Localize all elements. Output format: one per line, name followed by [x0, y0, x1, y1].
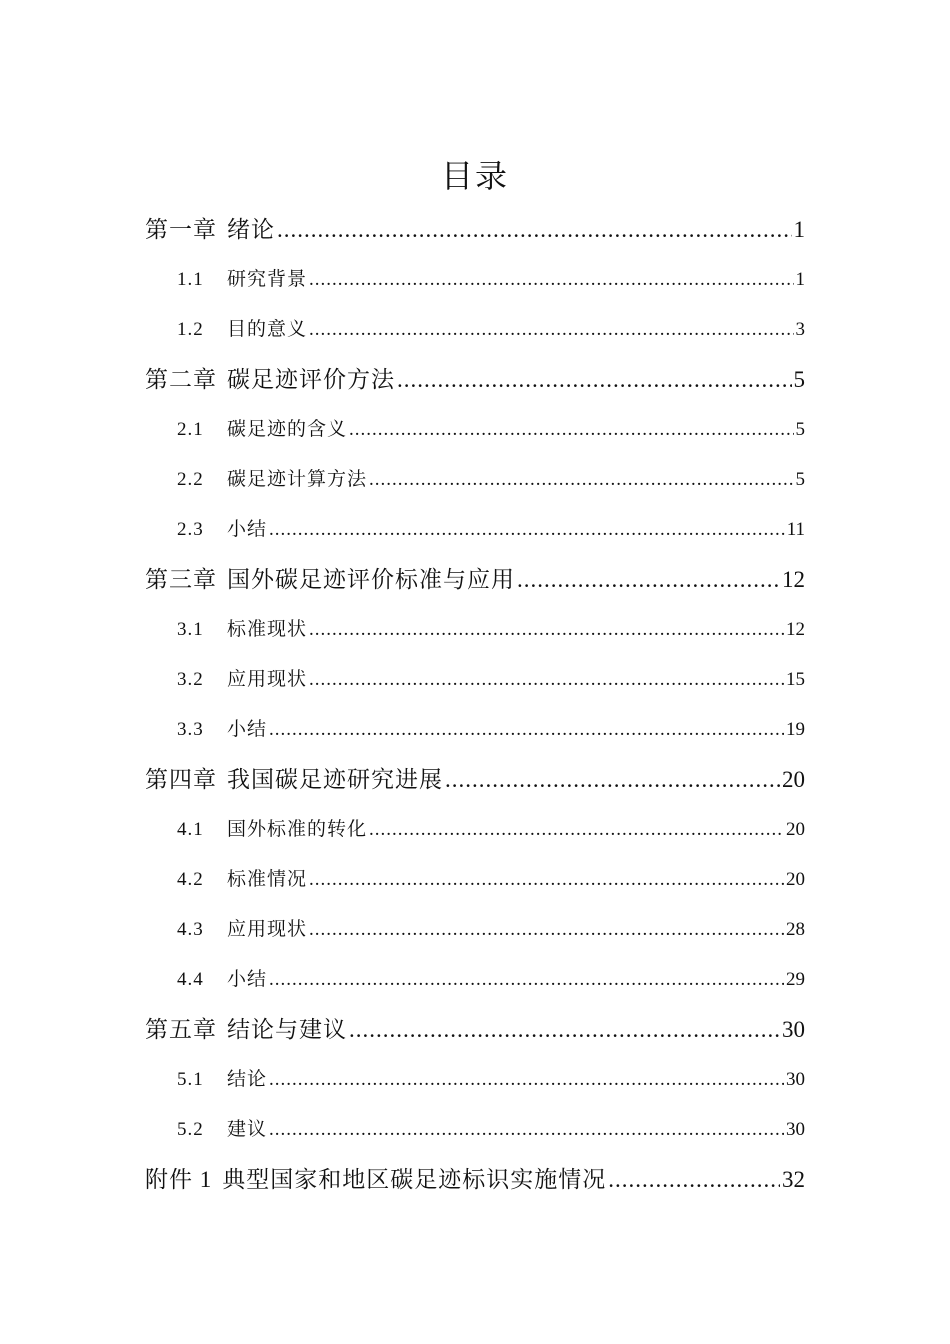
toc-entry-number: 第三章	[145, 567, 217, 592]
toc-entry-number: 4.2	[177, 869, 204, 890]
toc-section-entry[interactable]	[177, 655, 805, 705]
toc-section-entry[interactable]	[177, 805, 805, 855]
toc-dot-leader	[608, 1155, 780, 1205]
toc-entry-label: 应用现状	[227, 919, 308, 940]
toc-entry-page-number: 1	[793, 217, 805, 242]
toc-entry-number: 5.2	[177, 1119, 204, 1140]
toc-entry-label: 小结	[227, 519, 268, 540]
toc-entry-label: 绪论	[227, 217, 275, 242]
toc-entry-number: 第五章	[145, 1017, 217, 1042]
toc-section-entry[interactable]	[177, 905, 805, 955]
toc-entry-label: 国外标准的转化	[227, 819, 368, 840]
toc-entry-number: 1.1	[177, 269, 204, 290]
toc-dot-leader	[309, 305, 793, 355]
toc-entry-number: 2.2	[177, 469, 204, 490]
toc-chapter-entry[interactable]	[145, 355, 805, 405]
toc-section-entry[interactable]	[177, 455, 805, 505]
toc-dot-leader	[277, 205, 792, 255]
toc-entry-label: 目的意义	[227, 319, 308, 340]
toc-entry-number: 2.1	[177, 419, 204, 440]
toc-dot-leader	[309, 905, 784, 955]
toc-chapter-entry[interactable]	[145, 755, 805, 805]
toc-section-entry[interactable]	[177, 955, 805, 1005]
toc-entry-page-number: 3	[795, 319, 805, 340]
toc-entry-number: 第一章	[145, 217, 217, 242]
toc-dot-leader	[269, 1105, 784, 1155]
toc-entry-label: 我国碳足迹研究进展	[227, 767, 443, 792]
toc-entry-page-number: 5	[793, 367, 805, 392]
toc-chapter-entry[interactable]	[145, 1005, 805, 1055]
toc-entry-label: 建议	[227, 1119, 268, 1140]
toc-entry-label: 碳足迹评价方法	[227, 367, 395, 392]
toc-entry-label: 碳足迹的含义	[227, 419, 348, 440]
toc-entry-page-number: 5	[795, 419, 805, 440]
toc-dot-leader	[517, 555, 780, 605]
toc-entry-number: 3.2	[177, 669, 204, 690]
toc-entry-label: 研究背景	[227, 269, 308, 290]
toc-entry-page-number: 30	[782, 1017, 805, 1042]
toc-dot-leader	[349, 405, 793, 455]
toc-entry-number: 4.4	[177, 969, 204, 990]
toc-entry-label: 标准情况	[227, 869, 308, 890]
toc-entry-page-number: 29	[786, 969, 805, 990]
toc-dot-leader	[269, 1055, 784, 1105]
toc-entry-label: 结论	[227, 1069, 268, 1090]
toc-entry-label: 国外碳足迹评价标准与应用	[227, 567, 515, 592]
toc-entry-page-number: 20	[782, 767, 805, 792]
toc-chapter-entry[interactable]	[145, 1155, 805, 1205]
toc-entry-number: 5.1	[177, 1069, 204, 1090]
toc-dot-leader	[269, 505, 785, 555]
toc-dot-leader	[309, 255, 793, 305]
toc-entry-page-number: 28	[786, 919, 805, 940]
toc-section-entry[interactable]	[177, 855, 805, 905]
toc-entry-number: 4.3	[177, 919, 204, 940]
toc-chapter-entry[interactable]	[145, 205, 805, 255]
toc-entry-page-number: 19	[786, 719, 805, 740]
toc-section-entry[interactable]	[177, 605, 805, 655]
toc-entry-label: 标准现状	[227, 619, 308, 640]
toc-dot-leader	[445, 755, 780, 805]
toc-entry-number: 2.3	[177, 519, 204, 540]
toc-chapter-entry[interactable]	[145, 555, 805, 605]
toc-entry-label: 碳足迹计算方法	[227, 469, 368, 490]
toc-dot-leader	[309, 605, 784, 655]
page-title: 目录	[440, 158, 509, 194]
toc-entry-page-number: 30	[786, 1069, 805, 1090]
toc-entry-page-number: 15	[786, 669, 805, 690]
toc-entry-number: 4.1	[177, 819, 204, 840]
toc-entry-number: 附件 1	[145, 1167, 213, 1192]
toc-entry-page-number: 32	[782, 1167, 805, 1192]
toc-entry-page-number: 11	[786, 519, 805, 540]
toc-dot-leader	[309, 855, 784, 905]
toc-entry-number: 3.3	[177, 719, 204, 740]
toc-dot-leader	[269, 955, 784, 1005]
toc-entry-page-number: 5	[795, 469, 805, 490]
toc-entry-label: 小结	[227, 719, 268, 740]
toc-entry-label: 应用现状	[227, 669, 308, 690]
toc-entry-label: 结论与建议	[227, 1017, 347, 1042]
toc-dot-leader	[309, 655, 784, 705]
toc-entry-page-number: 12	[782, 567, 805, 592]
toc-section-entry[interactable]	[177, 305, 805, 355]
toc-entry-number: 1.2	[177, 319, 204, 340]
toc-entry-page-number: 1	[795, 269, 805, 290]
toc-section-entry[interactable]	[177, 255, 805, 305]
toc-entry-number: 第二章	[145, 367, 217, 392]
toc-entry-label: 小结	[227, 969, 268, 990]
toc-section-entry[interactable]	[177, 1055, 805, 1105]
toc-dot-leader	[369, 455, 793, 505]
toc-entry-page-number: 20	[786, 819, 805, 840]
toc-section-entry[interactable]	[177, 405, 805, 455]
toc-entry-label: 典型国家和地区碳足迹标识实施情况	[222, 1167, 607, 1192]
toc-section-entry[interactable]	[177, 505, 805, 555]
toc-dot-leader	[349, 1005, 780, 1055]
toc-dot-leader	[369, 805, 784, 855]
toc-entry-page-number: 12	[786, 619, 805, 640]
toc-section-entry[interactable]	[177, 1105, 805, 1155]
toc-section-entry[interactable]	[177, 705, 805, 755]
toc-dot-leader	[269, 705, 784, 755]
toc-entry-page-number: 30	[786, 1119, 805, 1140]
toc-entry-number: 第四章	[145, 767, 217, 792]
toc-entry-page-number: 20	[786, 869, 805, 890]
toc-entry-number: 3.1	[177, 619, 204, 640]
toc-dot-leader	[397, 355, 792, 405]
